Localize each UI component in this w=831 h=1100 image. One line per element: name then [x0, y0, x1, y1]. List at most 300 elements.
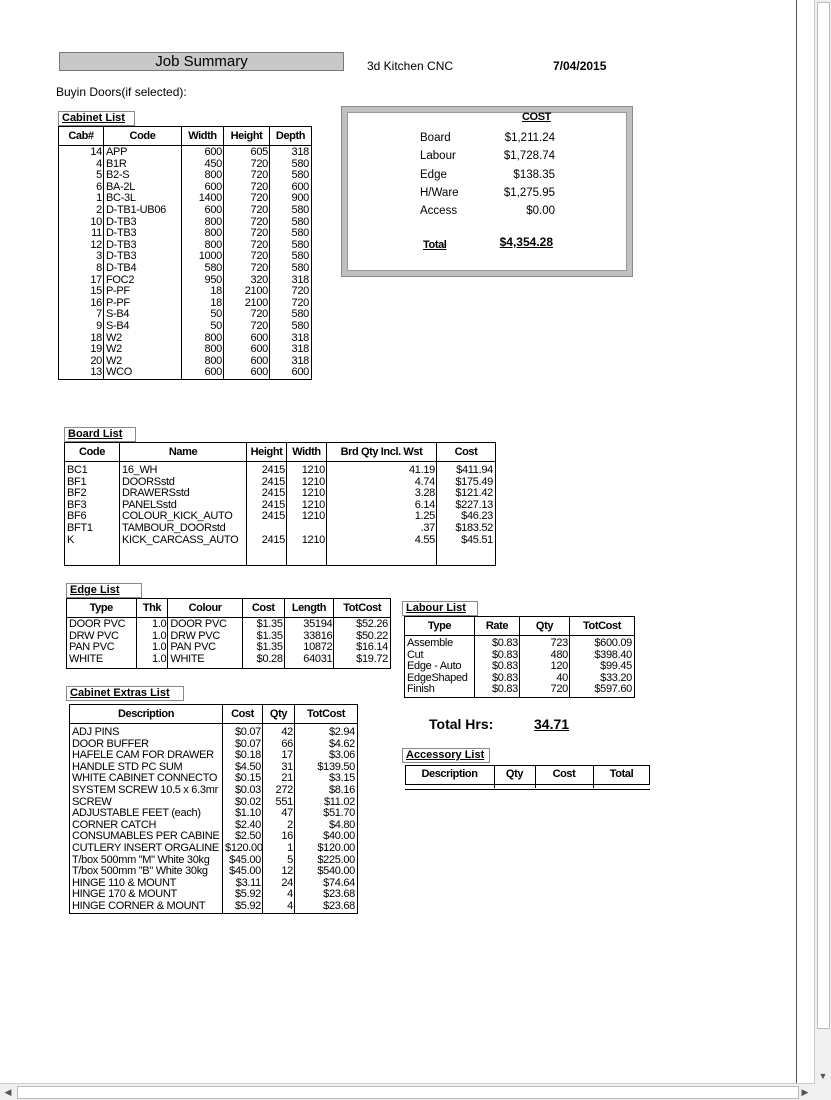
cost-item-value: $1,728.74 — [503, 150, 555, 162]
cost-item-value: $1,275.95 — [503, 187, 555, 199]
col-header: Depth — [275, 130, 306, 142]
table-cell: 800 — [204, 228, 222, 240]
table-cell: 2415 — [261, 488, 285, 500]
table-cell: $1.10 — [234, 808, 261, 820]
table-cell: 4 — [287, 900, 293, 912]
table-cell: HANDLE STD PC SUM — [72, 761, 183, 773]
table-row — [70, 773, 357, 785]
table-cell: $600.09 — [594, 638, 632, 649]
cabinet-list-header — [59, 127, 311, 146]
table-cell: 2415 — [261, 499, 285, 511]
table-cell: TAMBOUR_DOORstd — [122, 522, 226, 534]
table-cell: 4 — [287, 889, 293, 901]
table-cell: $1.35 — [256, 630, 283, 642]
table-cell: T/box 500mm "B" White 30kg — [72, 866, 208, 878]
table-cell: 50 — [210, 320, 222, 332]
table-row — [59, 275, 311, 287]
table-row — [70, 727, 357, 739]
table-cell: $3.06 — [328, 750, 355, 762]
table-cell: 720 — [250, 193, 268, 205]
table-row — [59, 298, 311, 310]
table-cell: 600 — [204, 204, 222, 216]
table-cell: Cut — [407, 649, 424, 661]
table-cell: WCO — [106, 367, 132, 379]
board-list-header — [65, 443, 495, 462]
table-cell: 600 — [250, 355, 268, 367]
table-cell: 320 — [250, 274, 268, 286]
cost-heading: COST — [522, 111, 551, 123]
table-cell: $120.00 — [225, 842, 263, 854]
table-row — [65, 477, 495, 489]
table-cell: CUTLERY INSERT ORGALINE — [72, 842, 219, 854]
table-cell: 800 — [204, 344, 222, 356]
table-cell: BC1 — [67, 465, 88, 476]
table-cell: 1.0 — [151, 630, 167, 642]
table-cell: $0.28 — [256, 653, 283, 665]
table-row — [70, 762, 357, 774]
table-row — [65, 465, 495, 477]
table-cell: $45.51 — [461, 534, 493, 546]
table-cell: 18 — [90, 332, 102, 344]
col-header: Brd Qty Incl. Wst — [327, 443, 437, 461]
table-row — [70, 808, 357, 820]
edge-list-header — [67, 599, 390, 618]
table-cell: $46.23 — [461, 511, 493, 523]
table-cell: BF2 — [67, 488, 87, 500]
edge-list-label: Edge List — [66, 583, 142, 598]
table-cell: CORNER CATCH — [72, 819, 157, 831]
table-cell: PAN PVC — [69, 642, 115, 654]
vertical-scroll-thumb[interactable] — [817, 2, 830, 1029]
table-cell: 6 — [96, 181, 102, 193]
table-cell: D-TB3 — [106, 228, 137, 240]
table-cell: P-PF — [106, 297, 130, 309]
table-cell: 600 — [250, 344, 268, 356]
table-row — [70, 750, 357, 762]
table-cell: $33.20 — [600, 672, 632, 684]
col-header: Cab# — [59, 127, 104, 145]
table-cell: $5.92 — [234, 889, 261, 901]
table-cell: BF3 — [67, 499, 87, 511]
table-cell: HINGE CORNER & MOUNT — [72, 900, 206, 912]
table-cell: 720 — [250, 204, 268, 216]
buyin-doors-label: Buyin Doors(if selected): — [56, 85, 187, 99]
table-cell: 1210 — [301, 465, 325, 476]
table-cell: $0.07 — [234, 727, 261, 738]
labour-list-label: Labour List — [402, 601, 478, 616]
table-cell: D-TB4 — [106, 262, 137, 274]
table-row — [59, 309, 311, 321]
table-cell: 12 — [281, 866, 293, 878]
table-cell: $16.14 — [356, 642, 388, 654]
table-cell: 720 — [250, 158, 268, 170]
table-cell: $4.62 — [328, 738, 355, 750]
table-cell: 580 — [291, 158, 309, 170]
col-header: Thk — [137, 599, 169, 617]
table-cell: 2 — [96, 204, 102, 216]
scroll-right-arrow-icon[interactable]: ▶ — [801, 1087, 809, 1097]
board-list-table — [64, 442, 496, 566]
table-row — [59, 251, 311, 263]
table-cell: BF6 — [67, 511, 87, 523]
table-cell: 1.0 — [151, 642, 167, 654]
table-cell: 600 — [291, 367, 309, 379]
table-cell: 35194 — [303, 619, 333, 630]
table-cell: 580 — [291, 204, 309, 216]
table-cell: D-TB3 — [106, 216, 137, 228]
table-cell: DOOR BUFFER — [72, 738, 149, 750]
table-cell: 24 — [281, 877, 293, 889]
table-cell: S-B4 — [106, 309, 130, 321]
table-cell: S-B4 — [106, 320, 130, 332]
table-cell: 4.55 — [414, 534, 435, 546]
table-cell: 2415 — [261, 534, 285, 546]
table-cell: $411.94 — [456, 465, 493, 476]
table-row — [67, 642, 390, 654]
table-cell: Assemble — [407, 638, 453, 649]
table-cell: 1.25 — [414, 511, 435, 523]
table-cell: BFT1 — [67, 522, 93, 534]
table-cell: 600 — [250, 367, 268, 379]
cost-total-label: Total — [423, 239, 447, 251]
table-cell: 10872 — [303, 642, 333, 654]
accessory-list-table — [405, 765, 650, 790]
table-row — [59, 147, 311, 159]
table-row — [59, 263, 311, 275]
table-cell: 800 — [204, 239, 222, 251]
table-cell: 580 — [291, 239, 309, 251]
table-row — [65, 535, 495, 547]
table-cell: $74.64 — [323, 877, 355, 889]
table-cell: 600 — [291, 181, 309, 193]
table-cell: $19.72 — [356, 653, 388, 665]
table-cell: W2 — [106, 355, 122, 367]
col-header: TotCost — [307, 708, 345, 720]
company-name: 3d Kitchen CNC — [367, 59, 454, 73]
table-cell: 19 — [90, 344, 102, 356]
table-cell: 33816 — [303, 630, 333, 642]
col-header: Cost — [454, 446, 478, 458]
table-cell: 20 — [90, 355, 102, 367]
cost-item-value: $1,211.24 — [504, 132, 555, 144]
vertical-scrollbar[interactable] — [814, 0, 831, 1084]
table-cell: 800 — [204, 216, 222, 228]
table-cell: 120 — [550, 661, 568, 673]
total-hrs-value: 34.71 — [534, 716, 570, 732]
board-list-label: Board List — [64, 427, 136, 442]
table-cell: PANELSstd — [122, 499, 177, 511]
col-header: Qty — [263, 705, 295, 723]
table-row — [59, 205, 311, 217]
table-cell: 31 — [281, 761, 293, 773]
table-cell: 17 — [90, 274, 102, 286]
table-cell: $5.92 — [234, 900, 261, 912]
table-row — [59, 159, 311, 171]
table-cell: 5 — [96, 170, 102, 182]
table-cell: $0.83 — [491, 672, 518, 684]
table-cell: 551 — [275, 796, 293, 808]
table-cell: 800 — [204, 332, 222, 344]
table-cell: 580 — [291, 228, 309, 240]
table-row — [59, 217, 311, 229]
table-cell: $8.16 — [328, 784, 355, 796]
table-cell: 1210 — [301, 488, 325, 500]
table-row — [65, 511, 495, 523]
col-header: Cost — [552, 768, 576, 780]
table-cell: B1R — [106, 158, 127, 170]
table-row — [70, 889, 357, 901]
table-cell: $0.83 — [491, 638, 518, 649]
table-cell: 1 — [287, 842, 293, 854]
table-cell: B2-S — [106, 170, 130, 182]
table-cell: SCREW — [72, 796, 112, 808]
table-cell: FOC2 — [106, 274, 135, 286]
table-cell: $51.70 — [323, 808, 355, 820]
table-cell: 2 — [287, 819, 293, 831]
table-cell: 720 — [291, 297, 309, 309]
table-cell: 605 — [250, 147, 268, 158]
col-header: Length — [285, 599, 335, 617]
table-cell: $597.60 — [594, 684, 632, 696]
table-cell: K — [67, 534, 75, 546]
col-header: Type — [67, 599, 137, 617]
table-row — [59, 182, 311, 194]
table-row — [70, 820, 357, 832]
table-cell: $121.42 — [455, 488, 493, 500]
table-cell: 21 — [281, 773, 293, 785]
table-cell: $1.35 — [256, 619, 283, 630]
table-cell: 720 — [291, 286, 309, 298]
table-cell: 7 — [96, 309, 102, 321]
table-row — [59, 344, 311, 356]
table-cell: $40.00 — [323, 831, 355, 843]
cabinet-list-table — [58, 126, 312, 380]
horizontal-scroll-thumb[interactable] — [17, 1086, 799, 1099]
table-cell: 318 — [291, 355, 309, 367]
table-cell — [287, 523, 327, 535]
table-cell: WHITE CABINET CONNECTO — [72, 773, 218, 785]
table-cell: 318 — [291, 274, 309, 286]
table-cell: WHITE — [170, 653, 205, 665]
col-header: Type — [405, 617, 475, 635]
table-cell: $227.13 — [455, 499, 493, 511]
table-cell: 6.14 — [414, 499, 435, 511]
table-cell: 1210 — [301, 476, 325, 488]
table-cell: 4 — [96, 158, 102, 170]
table-cell: 2415 — [261, 511, 285, 523]
table-row — [67, 631, 390, 643]
col-header: Code — [65, 443, 120, 461]
table-cell: $2.50 — [234, 831, 261, 843]
table-cell: $0.18 — [234, 750, 261, 762]
table-row — [59, 333, 311, 345]
table-row — [65, 523, 495, 535]
table-cell: 480 — [550, 649, 568, 661]
table-cell: $0.83 — [491, 649, 518, 661]
col-header: Rate — [475, 617, 520, 635]
col-header: Height — [224, 127, 270, 145]
table-cell: $52.26 — [356, 619, 388, 630]
table-row — [70, 831, 357, 843]
table-cell: COLOUR_KICK_AUTO — [122, 511, 233, 523]
col-header: Total — [609, 768, 634, 780]
table-cell: ADJ PINS — [72, 727, 120, 738]
table-cell: DOOR PVC — [69, 619, 126, 630]
horizontal-scrollbar[interactable] — [0, 1083, 815, 1100]
table-cell: 950 — [204, 274, 222, 286]
table-cell: 4.74 — [414, 476, 435, 488]
table-cell: 800 — [204, 170, 222, 182]
table-cell: 600 — [204, 147, 222, 158]
page-edge — [796, 0, 797, 1084]
table-cell: T/box 500mm "M" White 30kg — [72, 854, 210, 866]
table-cell: P-PF — [106, 286, 130, 298]
table-cell: 64031 — [303, 653, 333, 665]
table-cell: 11 — [91, 228, 102, 240]
scroll-left-arrow-icon[interactable]: ◀ — [4, 1087, 12, 1097]
table-cell: HAFELE CAM FOR DRAWER — [72, 750, 214, 762]
table-cell: 10 — [90, 216, 102, 228]
col-header: Description — [70, 705, 223, 723]
table-row — [59, 228, 311, 240]
table-cell: CONSUMABLES PER CABINE — [72, 831, 220, 843]
table-cell: $3.11 — [235, 877, 261, 889]
table-cell: 720 — [250, 320, 268, 332]
table-row — [405, 650, 634, 662]
table-row — [59, 356, 311, 368]
table-cell: BA-2L — [106, 181, 136, 193]
table-cell: 580 — [291, 320, 309, 332]
col-header: Cost — [223, 705, 263, 723]
table-cell: 18 — [210, 286, 222, 298]
table-cell: 2415 — [261, 465, 285, 476]
table-row — [67, 619, 390, 631]
table-row — [65, 488, 495, 500]
table-cell: HINGE 170 & MOUNT — [72, 889, 177, 901]
table-cell: 600 — [250, 332, 268, 344]
table-cell: 272 — [275, 784, 293, 796]
table-cell: BF1 — [67, 476, 87, 488]
table-cell: 720 — [250, 262, 268, 274]
table-cell: 2100 — [244, 286, 268, 298]
table-cell: SYSTEM SCREW 10.5 x 6.3mr — [72, 784, 218, 796]
total-hrs-label: Total Hrs: — [429, 716, 494, 732]
table-cell: WHITE — [69, 653, 103, 665]
table-cell: $540.00 — [317, 866, 355, 878]
cabinet-extras-label: Cabinet Extras List — [66, 686, 184, 701]
table-cell: $50.22 — [356, 630, 388, 642]
cabinet-extras-table — [69, 704, 358, 914]
table-cell: 318 — [291, 344, 309, 356]
table-row — [405, 661, 634, 673]
col-header: Code — [104, 127, 182, 145]
cabinet-extras-header — [70, 705, 357, 724]
table-cell: $4.80 — [328, 819, 355, 831]
labour-list-table — [404, 616, 635, 698]
table-row — [65, 500, 495, 512]
table-cell: DRW PVC — [69, 630, 119, 642]
table-row — [70, 843, 357, 855]
table-cell: $0.83 — [491, 661, 518, 673]
table-cell: 2415 — [261, 476, 285, 488]
table-cell: 600 — [204, 181, 222, 193]
table-cell: 5 — [287, 854, 293, 866]
table-cell: $0.02 — [234, 796, 261, 808]
table-cell: APP — [106, 147, 128, 158]
table-cell: DOORSstd — [122, 476, 175, 488]
table-cell: $175.49 — [455, 476, 493, 488]
scrollbar-corner — [815, 1084, 831, 1100]
table-cell: $183.52 — [455, 522, 493, 534]
table-cell: 600 — [204, 367, 222, 379]
table-row — [70, 785, 357, 797]
table-row — [70, 866, 357, 878]
col-header: TotCost — [583, 620, 621, 632]
table-row — [70, 878, 357, 890]
col-header: Width — [287, 443, 327, 461]
table-cell: 1400 — [198, 193, 222, 205]
table-cell: $3.15 — [328, 773, 355, 785]
table-cell: 1 — [96, 193, 102, 205]
table-cell: $23.68 — [323, 889, 355, 901]
table-cell: 720 — [250, 239, 268, 251]
table-cell: 17 — [281, 750, 293, 762]
table-cell: 720 — [550, 684, 568, 696]
table-cell: 318 — [291, 147, 309, 158]
table-cell: D-TB3 — [106, 251, 137, 263]
table-cell: W2 — [106, 344, 122, 356]
table-cell: 1210 — [301, 511, 325, 523]
table-cell: DRW PVC — [170, 630, 221, 642]
table-row — [59, 367, 311, 379]
table-cell: PAN PVC — [170, 642, 216, 654]
col-header: Height — [247, 443, 287, 461]
cost-total-value: $4,354.28 — [499, 235, 553, 249]
table-cell: $0.07 — [234, 738, 261, 750]
table-cell: 580 — [291, 262, 309, 274]
table-cell: 723 — [550, 638, 568, 649]
table-cell: HINGE 110 & MOUNT — [72, 877, 177, 889]
table-cell: 580 — [291, 170, 309, 182]
table-row — [59, 286, 311, 298]
col-header: Qty — [520, 617, 570, 635]
cost-item-label: Access — [420, 205, 458, 217]
cost-item-label: Board — [420, 132, 451, 144]
cost-item-value: $138.35 — [513, 169, 555, 181]
table-cell: $4.50 — [234, 761, 261, 773]
table-cell: 720 — [250, 309, 268, 321]
edge-list-table — [66, 598, 391, 669]
table-cell: 318 — [291, 332, 309, 344]
table-cell: 8 — [96, 262, 102, 274]
table-cell: 720 — [250, 228, 268, 240]
col-header: Qty — [505, 768, 524, 780]
table-cell: 1.0 — [151, 653, 167, 665]
table-cell: 50 — [210, 309, 222, 321]
table-cell: $99.45 — [600, 661, 632, 673]
table-cell: D-TB3 — [106, 239, 137, 251]
table-row — [59, 321, 311, 333]
table-cell: $398.40 — [594, 649, 632, 661]
table-row — [59, 240, 311, 252]
table-cell: 1000 — [198, 251, 222, 263]
table-cell: EdgeShaped — [407, 672, 468, 684]
table-cell: $120.00 — [317, 842, 355, 854]
scroll-down-arrow-icon[interactable]: ▼ — [818, 1071, 828, 1081]
table-cell: 1210 — [301, 534, 325, 546]
table-cell: $23.68 — [323, 900, 355, 912]
table-row — [405, 673, 634, 685]
